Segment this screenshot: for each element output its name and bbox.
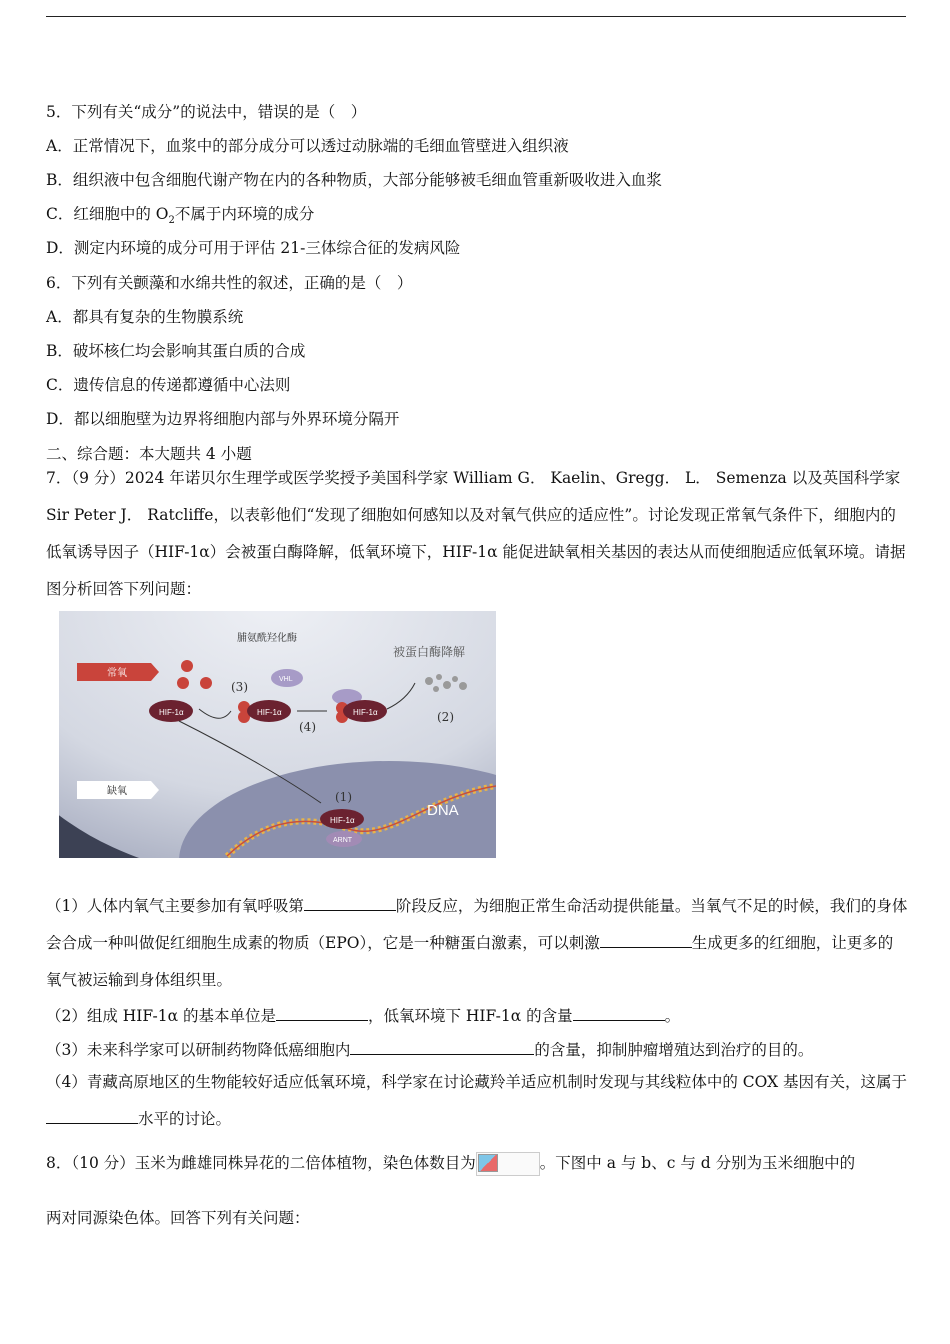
q5-option-d: D．测定内环境的成分可用于评估 21-三体综合征的发病风险 (46, 239, 461, 257)
section-heading: 二、综合题：本大题共 4 小题 (46, 445, 252, 463)
mark-2: (2) (437, 710, 454, 724)
hif-diagram (59, 611, 496, 858)
q7-intro: 7．（9 分）2024 年诺贝尔生理学或医学奖授予美国科学家 William G． Kaelin、Gregg． L． Semenza 以及英国科学家 Sir Peter J． Ratcliffe，以表彰他们“发现了细胞如何感知以及对氧气供应的适应性”。讨论发现正常氧气条件下，细胞内的低氧诱导因子（HIF-1α）会被蛋白酶降解，低氧环境下，HIF-1α 能促进缺氧相关基因的表达从而使细胞适应低氧环境。请据图分析回答下列问题： (46, 469, 906, 598)
mark-3: (3) (231, 680, 248, 694)
dna-label: DNA (427, 802, 459, 819)
answer-blank[interactable] (304, 895, 396, 911)
svg-text:HIF-1α: HIF-1α (159, 708, 184, 717)
answer-blank[interactable] (46, 1108, 138, 1124)
q5-option-c (46, 204, 314, 231)
broken-image-icon (476, 1152, 540, 1176)
q6-option-a: A．都具有复杂的生物膜系统 (46, 308, 244, 326)
mark-1: (1) (335, 790, 352, 804)
svg-text:HIF-1α: HIF-1α (257, 708, 282, 717)
q5-option-c-sub: 2 (168, 215, 175, 227)
enzyme-label: 脯氨酰羟化酶 (237, 633, 297, 644)
q6-option-d: D．都以细胞壁为边界将细胞内部与外界环境分隔开 (46, 410, 400, 428)
q7-part2: （2）组成 HIF-1α 的基本单位是 ，低氧环境下 HIF-1α 的含量 。 (46, 1007, 681, 1025)
arnt-label: ARNT (333, 837, 353, 844)
normal-oxygen-label: 常氧 (107, 668, 127, 679)
degraded-label: 被蛋白酶降解 (393, 645, 466, 659)
answer-blank[interactable] (600, 932, 692, 948)
q6-option-b: B．破坏核仁均会影响其蛋白质的合成 (46, 342, 306, 360)
q6-stem: 6．下列有关颤藻和水绵共性的叙述，正确的是（ ） (46, 274, 413, 292)
q8-line1: 8．（10 分）玉米为雌雄同株异花的二倍体植物，染色体数目为 。下图中 a 与 b、c 与 d 分别为玉米细胞中的 (46, 1152, 855, 1176)
vhl-label: VHL (279, 676, 293, 683)
svg-text:HIF-1α: HIF-1α (353, 708, 378, 717)
answer-blank[interactable] (350, 1039, 534, 1055)
hypoxia-label: 缺氧 (107, 786, 127, 797)
q8-line2: 两对同源染色体。回答下列有关问题： (46, 1209, 310, 1227)
q7-part3: （3）未来科学家可以研制药物降低癌细胞内 的含量，抑制肿瘤增殖达到治疗的目的。 (46, 1041, 814, 1059)
q5-option-c-pre: C．红细胞中的 O (46, 205, 169, 223)
q7-part1: （1）人体内氧气主要参加有氧呼吸第 阶段反应，为细胞正常生命活动提供能量。当氧气不足的时候，我们的身体会合成一种叫做促红细胞生成素的物质（EPO），它是一种糖蛋白激素，可以刺激 生成更多的红细胞，让更多的氧气被运输到身体组织里。 (46, 897, 908, 989)
answer-blank[interactable] (573, 1005, 665, 1021)
svg-text:HIF-1α: HIF-1α (330, 816, 355, 825)
q5-stem: 5．下列有关“成分”的说法中，错误的是（ ） (46, 103, 367, 121)
q5-option-a: A．正常情况下，血浆中的部分成分可以透过动脉端的毛细血管壁进入组织液 (46, 137, 569, 155)
q7-part4: （4）青藏高原地区的生物能较好适应低氧环境，科学家在讨论藏羚羊适应机制时发现与其线粒体中的 COX 基因有关，这属于水平的讨论。 (46, 1073, 908, 1128)
mark-4: (4) (299, 720, 316, 734)
q5-option-b: B．组织液中包含细胞代谢产物在内的各种物质，大部分能够被毛细血管重新吸收进入血浆 (46, 171, 662, 189)
q6-option-c: C．遗传信息的传递都遵循中心法则 (46, 376, 291, 394)
header-rule (46, 16, 906, 17)
q5-option-c-post: 不属于内环境的成分 (174, 205, 315, 223)
answer-blank[interactable] (276, 1005, 368, 1021)
hif-figure (59, 611, 496, 858)
